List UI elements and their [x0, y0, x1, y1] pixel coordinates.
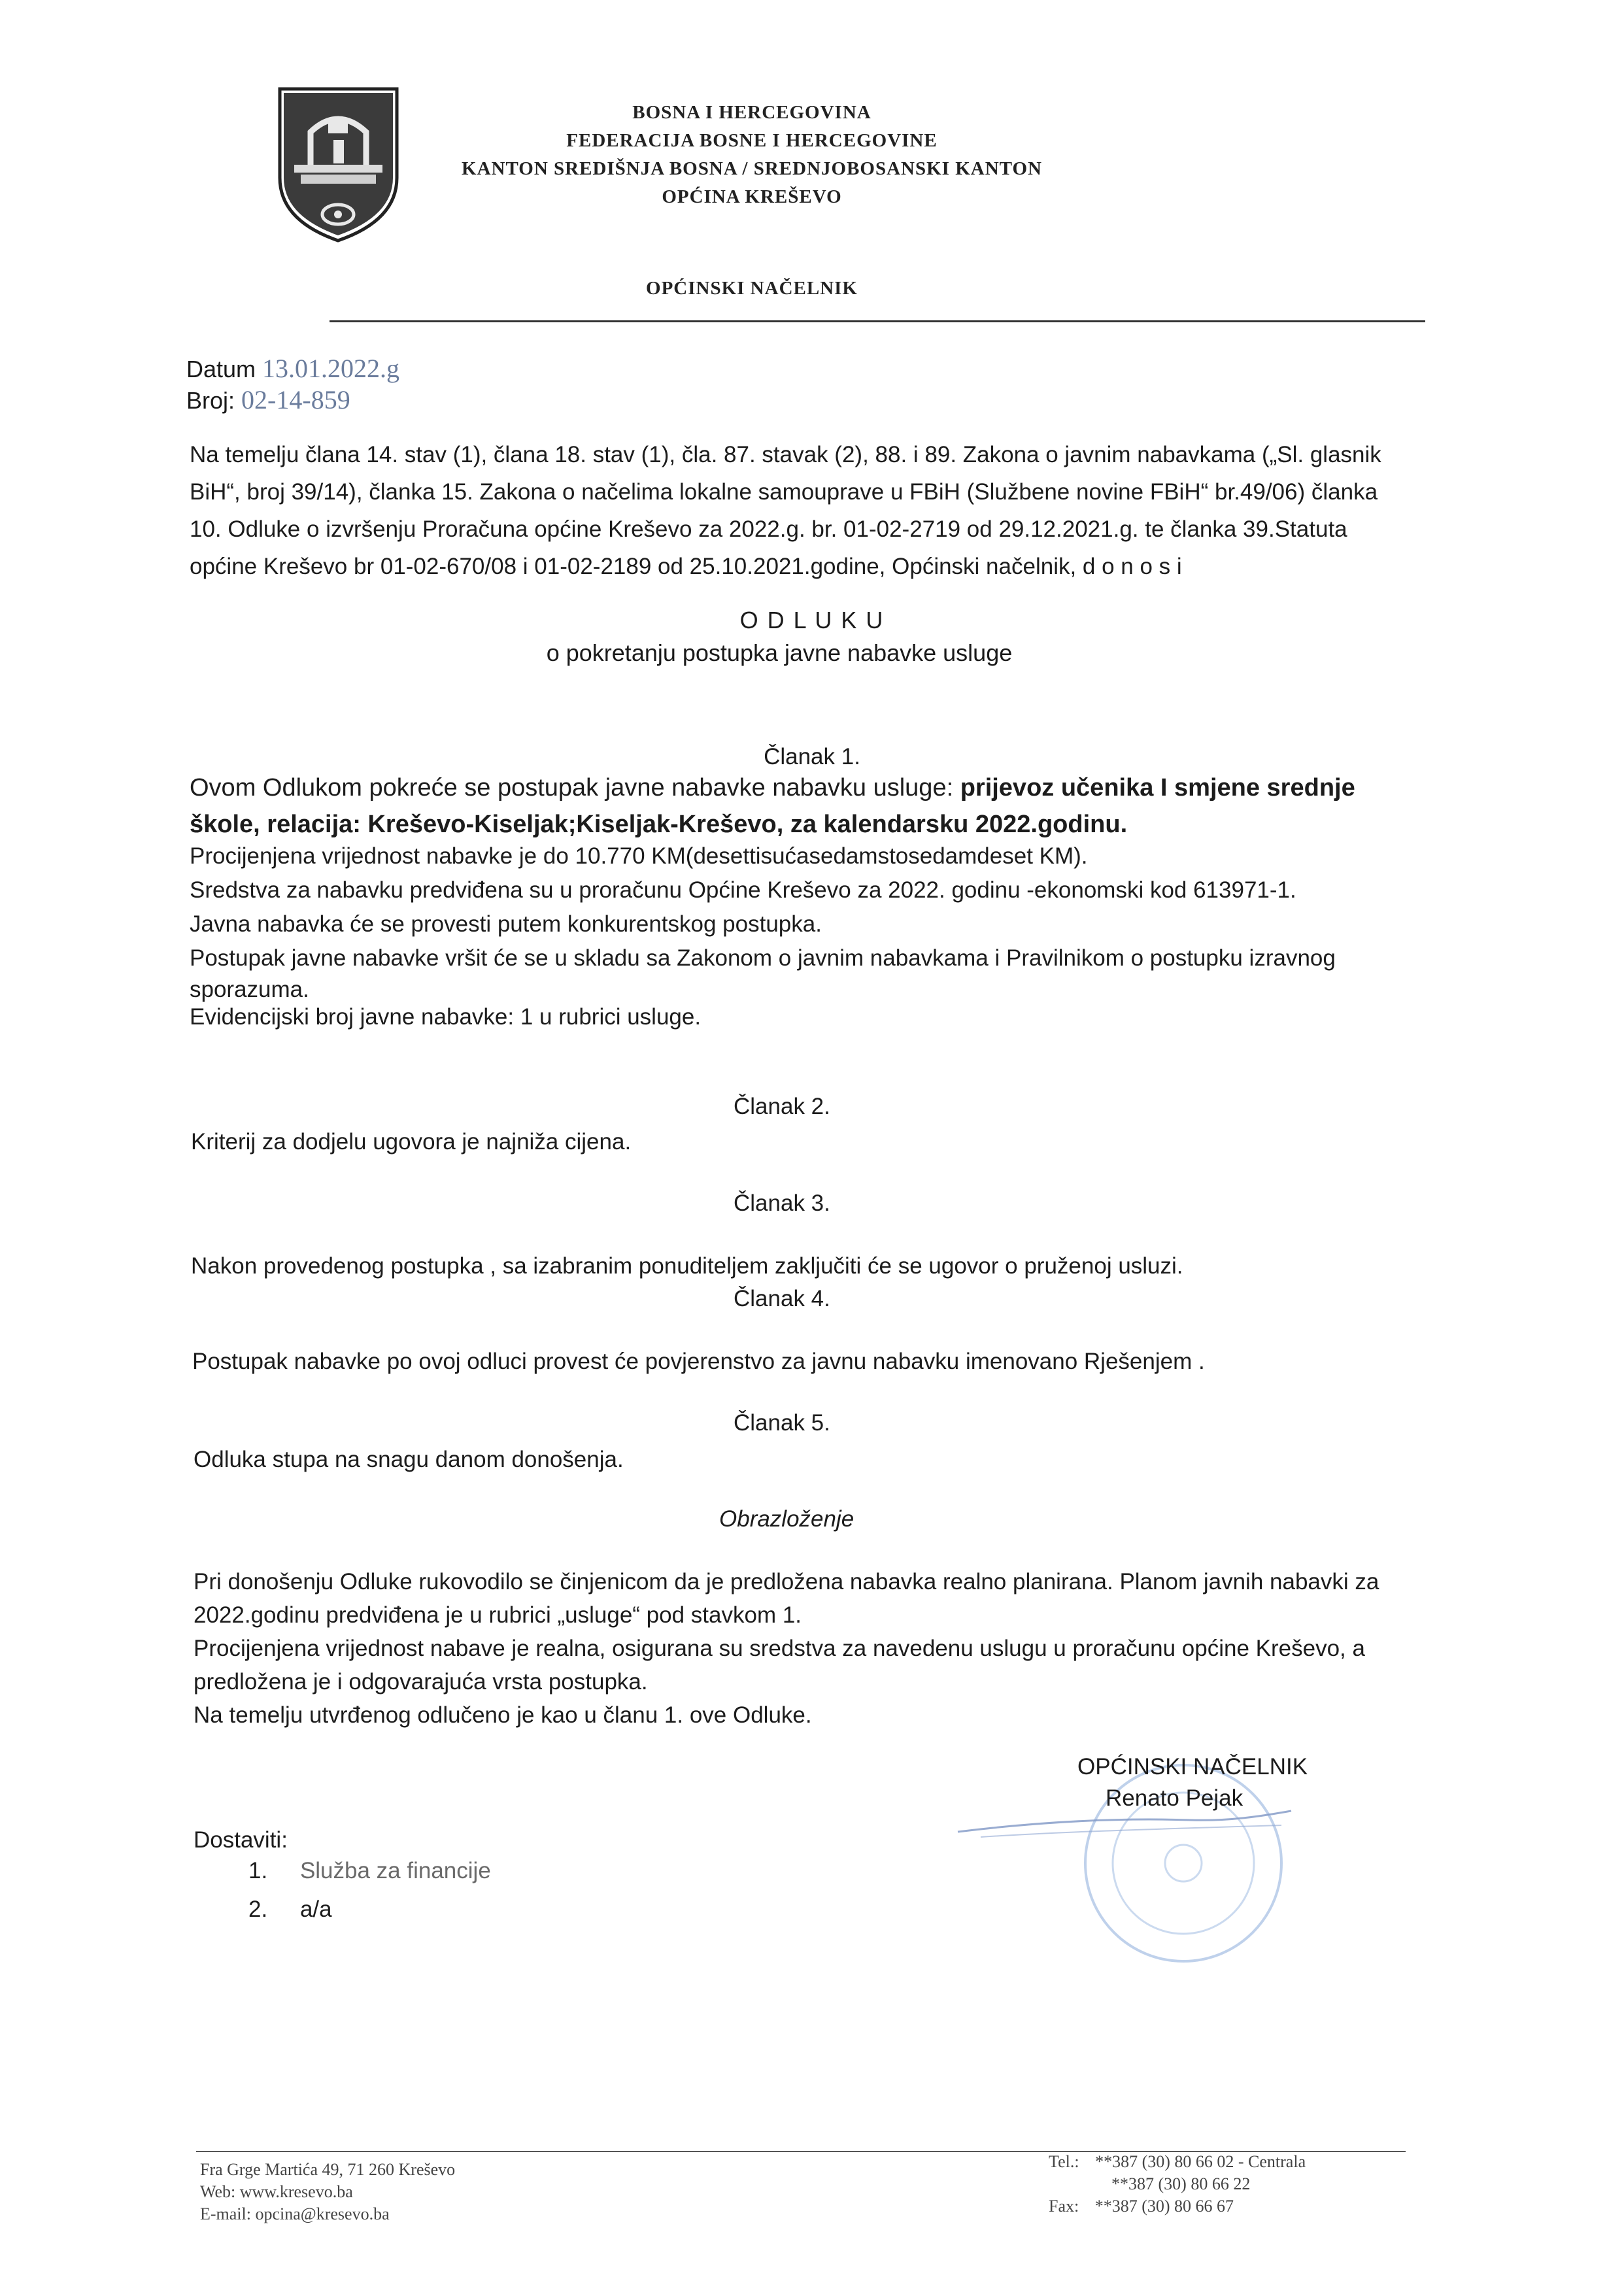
footer-tel-2: **387 (30) 80 66 22 [1111, 2174, 1251, 2193]
preamble-line: Na temelju člana 14. stav (1), člana 18. stav (1), čla. 87. stavak (2), 88. i 89. Zakona o javnim nabavkama („Sl. glasnik [190, 442, 1381, 467]
preamble-line: BiH“, broj 39/14), članka 15. Zakona o načelima lokalne samouprave u FBiH (Službene novine FBiH“ br.49/06) članka [190, 479, 1378, 505]
date-row [186, 353, 399, 384]
article-1-subject-cont: škole, relacija: Kreševo-Kiseljak;Kiseljak-Kreševo, za kalendarsku 2022.godinu. [190, 811, 1128, 838]
article-2-heading: Članak 2. [734, 1094, 830, 1119]
article-3-text: Nakon provedenog postupka , sa izabranim ponuditeljem zaključiti će se ugovor o pruženoj usluzi. [191, 1253, 1183, 1279]
article-4-heading: Članak 4. [734, 1286, 830, 1311]
article-1-line: sporazuma. [190, 977, 309, 1002]
footer-tel-1: **387 (30) 80 66 02 - Centrala [1095, 2152, 1306, 2171]
reasoning-line: 2022.godinu predviđena je u rubrici „usluge“ pod stavkom 1. [194, 1602, 802, 1628]
article-1-line: Postupak javne nabavke vršit će se u skladu sa Zakonom o javnim nabavkama i Pravilnikom o postupku izravnog [190, 945, 1336, 971]
delivery-item-text: Služba za financije [299, 1858, 491, 1883]
article-1-line: Sredstva za nabavku predviđena su u proračunu Općine Kreševo za 2022. godinu -ekonomski kod 613971-1. [190, 877, 1296, 903]
header-municipality: OPĆINA KREŠEVO [662, 186, 842, 207]
footer-web: Web: www.kresevo.ba [200, 2182, 353, 2201]
article-1-line-1 [190, 774, 1355, 802]
header-canton: KANTON SREDIŠNJA BOSNA / SREDNJOBOSANSKI KANTON [462, 158, 1042, 179]
preamble-line: općine Kreševo br 01-02-670/08 i 01-02-2189 od 25.10.2021.godine, Općinski načelnik, d o n o s i [190, 554, 1182, 579]
reasoning-line: Pri donošenju Odluke rukovodilo se činjenicom da je predložena nabavka realno planirana. Planom javnih nabavki za [194, 1569, 1379, 1594]
article-1-subject: prijevoz učenika I smjene srednje [960, 774, 1355, 801]
article-1-line: Procijenjena vrijednost nabavke je do 10.770 KM(desettisućasedamstosedamdeset KM). [190, 843, 1088, 869]
header-office: OPĆINSKI NAČELNIK [646, 278, 858, 299]
article-2-text: Kriterij za dodjelu ugovora je najniža cijena. [191, 1129, 632, 1155]
number-label: Broj: [186, 387, 235, 414]
article-1-text: Ovom Odlukom pokreće se postupak javne nabavke nabavku usluge: [190, 774, 960, 801]
footer-fax: **387 (30) 80 66 67 [1094, 2197, 1234, 2216]
header-federation: FEDERACIJA BOSNE I HERCEGOVINE [566, 130, 938, 151]
header-divider [330, 320, 1425, 322]
article-3-heading: Članak 3. [734, 1190, 830, 1216]
delivery-item [248, 1858, 491, 1884]
footer-address: Fra Grge Martića 49, 71 260 Kreševo [200, 2160, 456, 2179]
number-value: 02-14-859 [241, 385, 350, 414]
delivery-label: Dostaviti: [194, 1827, 288, 1853]
footer-tel-label: Tel.: [1049, 2152, 1079, 2171]
date-value: 13.01.2022.g [262, 354, 400, 383]
signatory-name: Renato Pejak [1106, 1785, 1243, 1811]
reasoning-line: predložena je i odgovarajuća vrsta postupka. [194, 1669, 648, 1695]
footer-fax-row [1049, 2195, 1234, 2218]
decision-title: O D L U K U [739, 607, 885, 633]
footer-fax-label: Fax: [1049, 2197, 1079, 2216]
delivery-item [248, 1897, 332, 1923]
signatory-title: OPĆINSKI NAČELNIK [1077, 1754, 1308, 1780]
footer-phone-row [1049, 2151, 1306, 2173]
header-country: BOSNA I HERCEGOVINA [632, 102, 871, 123]
reasoning-line: Na temelju utvrđenog odlučeno je kao u članu 1. ove Odluke. [194, 1702, 812, 1728]
date-label: Datum [186, 356, 256, 382]
article-5-text: Odluka stupa na snagu danom donošenja. [194, 1447, 624, 1472]
reasoning-heading: Obrazloženje [719, 1506, 854, 1532]
decision-subtitle: o pokretanju postupka javne nabavke usluge [546, 639, 1013, 666]
article-1-line: Javna nabavka će se provesti putem konkurentskog postupka. [190, 911, 822, 937]
footer-email: E-mail: opcina@kresevo.ba [200, 2204, 390, 2223]
delivery-item-number: 1. [248, 1858, 268, 1883]
article-1-line: Evidencijski broj javne nabavke: 1 u rubrici usluge. [190, 1004, 702, 1030]
article-5-heading: Članak 5. [734, 1410, 830, 1436]
preamble-line: 10. Odluke o izvršenju Proračuna općine Kreševo za 2022.g. br. 01-02-2719 od 29.12.2021.g. te članka 39.Statuta [190, 516, 1347, 542]
delivery-item-number: 2. [248, 1897, 268, 1922]
article-1-heading: Članak 1. [764, 744, 860, 769]
article-4-text: Postupak nabavke po ovoj odluci provest će povjerenstvo za javnu nabavku imenovano Rješenjem . [192, 1349, 1205, 1374]
number-row [186, 384, 350, 415]
delivery-item-text: a/a [299, 1897, 332, 1922]
reasoning-line: Procijenjena vrijednost nabave je realna, osigurana su sredstva za navedenu uslugu u proračunu općine Kreševo, a [194, 1636, 1365, 1661]
